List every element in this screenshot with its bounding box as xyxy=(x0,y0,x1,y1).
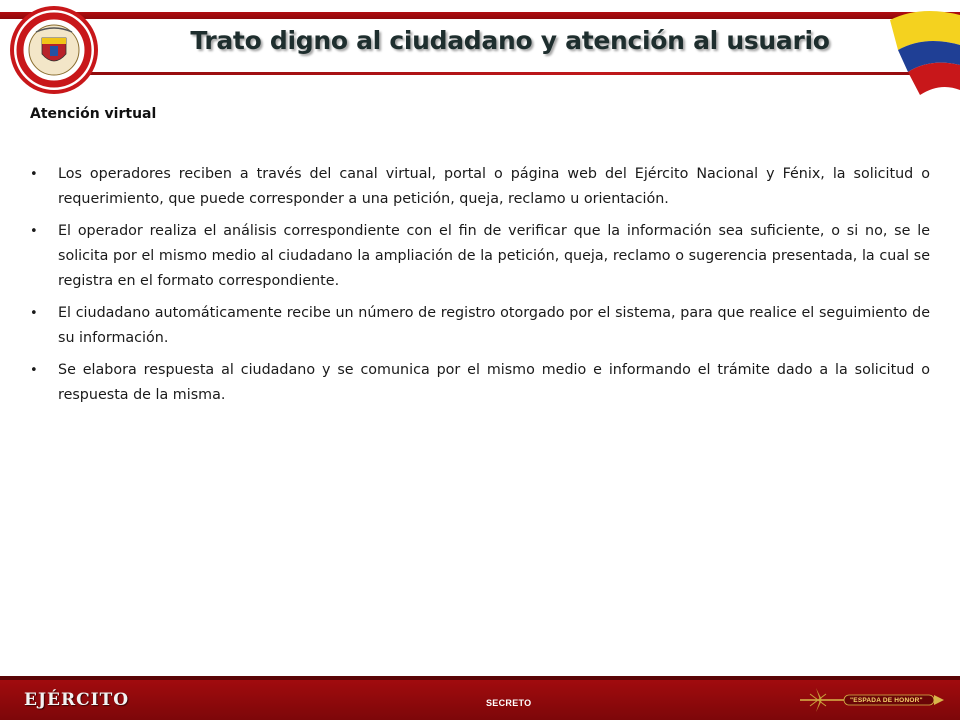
army-crest-icon xyxy=(6,2,102,98)
classification-label: SECRETO xyxy=(486,698,532,708)
bullet-marker: • xyxy=(30,167,38,182)
bullet-text: El operador realiza el análisis correspondiente con el fin de verificar que la información sea suficiente, o si no, se le solicita por el mismo medio al ciudadano la ampliación de la petición, queja, reclamo o sugerencia presentada, la cual se registra en el formato correspondiente. xyxy=(58,223,930,289)
section-heading: Atención virtual xyxy=(30,106,157,122)
sword-emblem-label: "ESPADA DE HONOR" xyxy=(850,697,923,704)
bullet-marker: • xyxy=(30,363,38,378)
footer-brand-logo: EJÉRCITO xyxy=(24,690,130,710)
bullet-marker: • xyxy=(30,224,38,239)
list-item xyxy=(30,301,930,351)
bullet-text: Los operadores reciben a través del canal virtual, portal o página web del Ejército Nacional y Fénix, la solicitud o requerimiento, que puede corresponder a una petición, queja, reclamo u orientación. xyxy=(58,166,930,207)
top-red-bar xyxy=(0,12,960,19)
title-underline-rule xyxy=(60,72,960,75)
list-item xyxy=(30,162,930,212)
bullet-text: Se elabora respuesta al ciudadano y se comunica por el mismo medio e informando el trámite dado a la solicitud o respuesta de la misma. xyxy=(58,362,930,403)
bullet-list xyxy=(30,162,930,415)
list-item xyxy=(30,358,930,408)
page-title: Trato digno al ciudadano y atención al usuario xyxy=(190,26,830,55)
bullet-text: El ciudadano automáticamente recibe un número de registro otorgado por el sistema, para que realice el seguimiento de su información. xyxy=(58,305,930,346)
bullet-marker: • xyxy=(30,306,38,321)
list-item xyxy=(30,219,930,294)
